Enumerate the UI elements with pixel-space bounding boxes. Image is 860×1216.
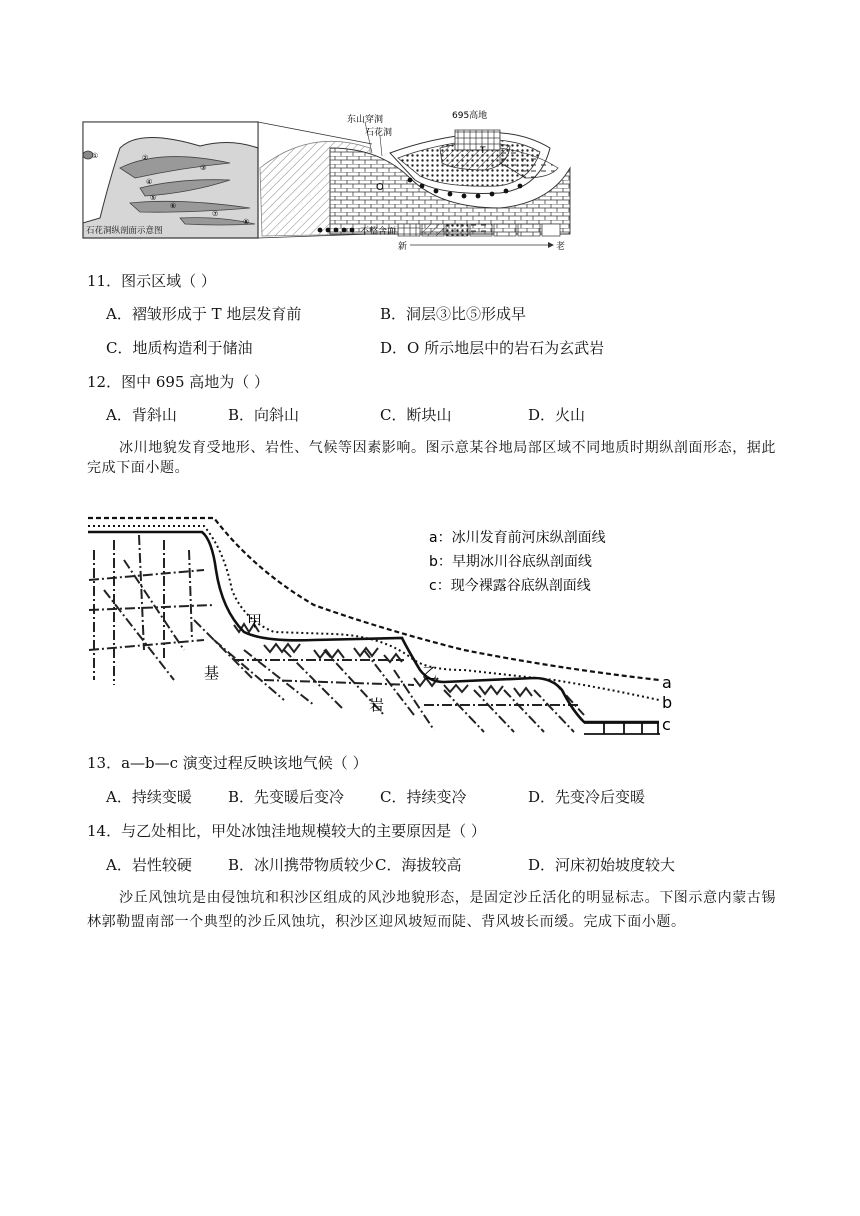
q12-option-d[interactable]: D．火山 bbox=[528, 406, 586, 424]
q13-option-d[interactable]: D．先变冷后变暖 bbox=[528, 788, 646, 806]
legend-old: 老 bbox=[556, 242, 566, 252]
label-ji: 基 bbox=[204, 664, 220, 682]
q12-option-b[interactable]: B．向斜山 bbox=[228, 406, 300, 424]
q13-option-a[interactable]: A．持续变暖 bbox=[106, 788, 192, 806]
label-yan: 岩 bbox=[369, 696, 385, 714]
q13-option-c[interactable]: C．持续变冷 bbox=[380, 788, 467, 806]
q13-option-b[interactable]: B．先变暖后变冷 bbox=[228, 788, 345, 806]
q11-option-d[interactable]: D．O 所示地层中的岩石为玄武岩 bbox=[380, 339, 605, 357]
label-T: T bbox=[480, 146, 486, 156]
figure-glacier-valley-profile bbox=[84, 510, 684, 740]
intro-paragraph-glacier: 冰川地貌发育受地形、岩性、气候等因素影响。图示意某谷地局部区域不同地质时期纵剖面形态，据此完成下面小题。 bbox=[87, 440, 776, 476]
cave-number: ⑤ bbox=[150, 194, 157, 202]
label-yi: 乙 bbox=[422, 664, 438, 682]
label-shihua: 石花洞 bbox=[365, 128, 393, 138]
label-dongshan: 东山穿洞 bbox=[347, 115, 384, 125]
cave-number: ② bbox=[142, 154, 149, 162]
label-highland: 695高地 bbox=[452, 111, 488, 121]
legend-new: 新 bbox=[398, 242, 408, 252]
question-13-stem: 13．a—b—c 演变过程反映该地气候（ ） bbox=[87, 754, 368, 772]
q11-option-a[interactable]: A．褶皱形成于 T 地层发育前 bbox=[106, 305, 302, 323]
q11-option-b[interactable]: B．洞层③比⑤形成早 bbox=[380, 305, 527, 323]
q11-option-c[interactable]: C．地质构造利于储油 bbox=[106, 339, 253, 357]
q14-option-d[interactable]: D．河床初始坡度较大 bbox=[528, 856, 676, 874]
figure-cave-cross-section bbox=[80, 108, 580, 254]
q12-option-a[interactable]: A．背斜山 bbox=[106, 406, 177, 424]
q12-option-c[interactable]: C．断块山 bbox=[380, 406, 452, 424]
cave-number: ④ bbox=[146, 178, 153, 186]
line-end-c: c bbox=[662, 715, 671, 734]
question-14-stem: 14．与乙处相比，甲处冰蚀洼地规模较大的主要原因是（ ） bbox=[87, 822, 486, 840]
question-12-stem: 12．图中 695 高地为（ ） bbox=[87, 373, 270, 391]
q14-option-c[interactable]: C．海拔较高 bbox=[375, 856, 462, 874]
intro-paragraph-dune: 沙丘风蚀坑是由侵蚀坑和积沙区组成的风沙地貌形态，是固定沙丘活化的明显标志。下图示意内蒙古锡林郭勒盟南部一个典型的沙丘风蚀坑，积沙区迎风坡短而陡、背风坡长而缓。完成下面小题。 bbox=[87, 890, 776, 930]
label-jia: 甲 bbox=[247, 612, 263, 630]
cave-number: ⑥ bbox=[170, 202, 177, 210]
legend-a: a：冰川发育前河床纵剖面线 bbox=[429, 530, 606, 546]
legend-b: b：早期冰川谷底纵剖面线 bbox=[429, 554, 592, 570]
cave-number: ③ bbox=[200, 164, 207, 172]
cave-number: ⑦ bbox=[212, 210, 219, 218]
cave-number: ⑧ bbox=[243, 218, 250, 226]
cave-number: ① bbox=[92, 152, 99, 160]
q14-option-b[interactable]: B．冰川携带物质较少 bbox=[228, 856, 375, 874]
label-O: O bbox=[376, 182, 384, 193]
inset-caption: 石花洞纵剖面示意图 bbox=[86, 226, 163, 236]
legend-unconformity: 不整合面 bbox=[360, 227, 397, 237]
question-11-stem: 11．图示区域（ ） bbox=[87, 272, 216, 290]
line-end-b: b bbox=[662, 693, 673, 712]
legend-c: c：现今裸露谷底纵剖面线 bbox=[429, 578, 591, 594]
q14-option-a[interactable]: A．岩性较硬 bbox=[106, 856, 192, 874]
line-end-a: a bbox=[662, 673, 672, 692]
